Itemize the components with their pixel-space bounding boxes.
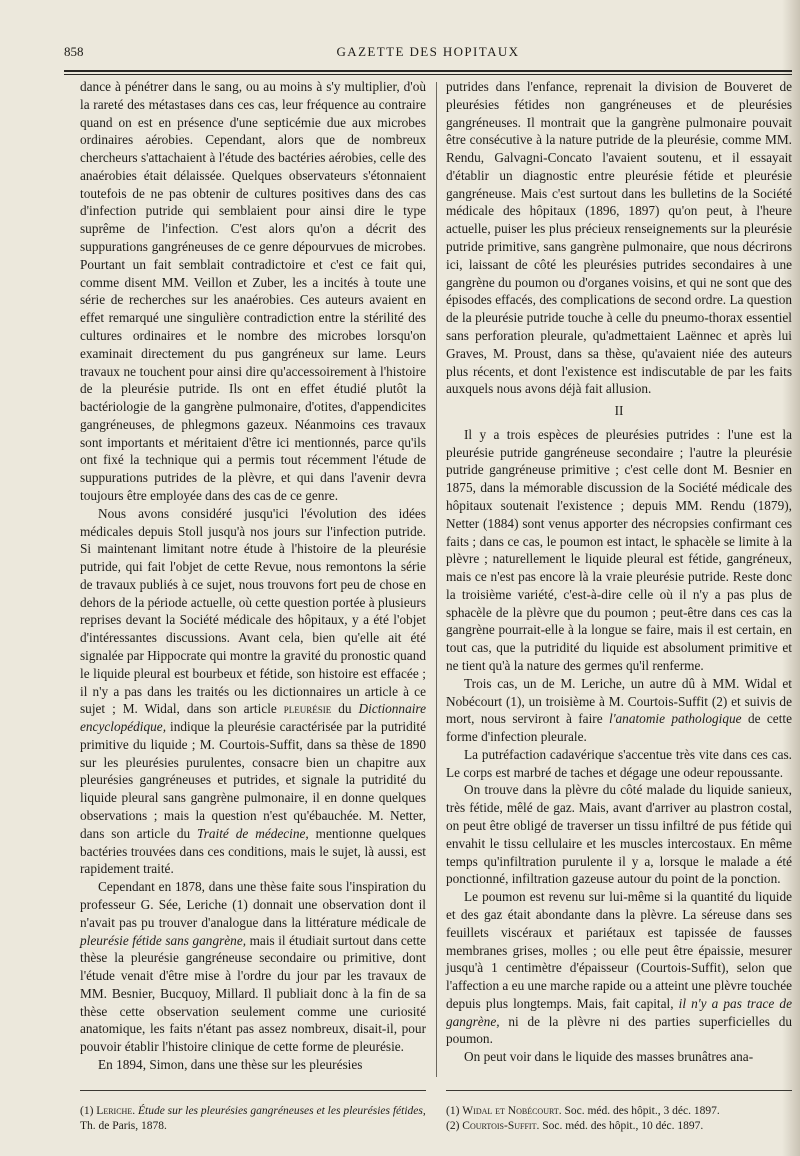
page-header xyxy=(64,40,792,68)
left-column xyxy=(80,78,426,1074)
footnotes-right xyxy=(446,1104,792,1134)
paragraph: Le poumon est revenu sur lui-même si la quantité du liquide et des gaz était abondante dans la plèvre. La séreuse dans ses feuillets viscéraux et pariétaux est tapissée de fausses membranes grises, molles ; ou elle peut être épaissie, mesurer jusqu'à 1 centimètre d'épaisseur (Courtois-Suffit), selon que l'affection a eu une marche rapide ou a atteint une plèvre touchée depuis plus longtemps. Mais, fait capital, il n'y a pas trace de gangrène, ni de la plèvre ni des parties superficielles du poumon. xyxy=(446,889,793,1047)
right-column xyxy=(446,78,792,1066)
header-rule-thick xyxy=(64,70,792,72)
header-rule-thin xyxy=(64,74,792,75)
column-divider xyxy=(436,82,437,1077)
paragraph: putrides dans l'enfance, reprenait la division de Bouveret de pleurésies fétides non gangréneuses et de pleurésies gangréneuses. Il montrait que la gangrène pulmonaire pouvait être consécutive à la nature putride de la pleurésie, comme MM. Rendu, Galvagni-Concato l'avaient soutenu, et il essayait d'établir un diagnostic entre pleurésie fétide et pleurésie gangréneuse. Mais c'est surtout dans les bulletins de la Société médicale des hôpitaux (1896, 1897) qu'on peut, à l'heure actuelle, puiser les plus précieux renseignements sur la pleurésie putride primitive, sans gangrène pulmonaire, que nous décrirons ici, laissant de côté les pleurésies putrides secondaires à une gangrène du poumon ou d'organes voisins, et qui ne sont que des épisodes effacés, des complications de second ordre. La question de la pleurésie putride touche à celle du pneumo-thorax essentiel sans perforation pleurale, qu'admettaient Laënnec et après lui Graves, M. Proust, dans sa thèse, qu'avaient niée des auteurs plus récents, et dont l'existence est indiscutable de par les faits auxquels nous avons déjà fait allusion. xyxy=(446,79,792,397)
paragraph: Il y a trois espèces de pleurésies putrides : l'une est la pleurésie putride gangréneuse secondaire ; l'autre la pleurésie putride gangréneuse primitive ; c'est celle dont M. Besnier en 1875, dans la mémorable discussion de la Société médicale des hôpitaux soutenait l'existence ; depuis MM. Rendu (1879), Netter (1884) sont venus apporter des nécropsies confirmant ces faits ; dans ce cas, le poumon est intact, le sphacèle se limite à la plèvre ; naturellement le liquide pleural est fétide, gangréneux, mais ce n'est pas encore là la vraie pleurésie putride. Reste donc la troisième variété, c'est-à-dire celle où il n'y a pas plus de sphacèle de la plèvre que du poumon ; peut-être dans ces cas la gangrène pourrait-elle à la longue se faire, mais il est certain, en tout cas, que la putridité du liquide est absolument primitive et ne tient qu'à la nature des germes qu'il renferme. xyxy=(446,426,792,673)
paragraph: Trois cas, un de M. Leriche, un autre dû à MM. Widal et Nobécourt (1), un troisième à M. Courtois-Suffit (2) et suivis de mort, nous serviront à faire l'anatomie pathologique de cette forme d'infection pleurale. xyxy=(446,675,792,745)
paragraph: Nous avons considéré jusqu'ici l'évolution des idées médicales depuis Stoll jusqu'à nos jours sur l'infection putride. Si maintenant limitant notre étude à l'histoire de la pleurésie putride, qui fait l'objet de cette Revue, nous remontons la série de travaux publiés à ce sujet, nous trouvons fort peu de chose en dehors de la période actuelle, où cette question portée à plusieurs reprises devant la Société médicale des hôpitaux, y a été l'objet d'intéressantes discussions. Avant cela, bien qu'elle ait été signalée par Hippocrate qui montre la gravité du pronostic quand le liquide pleural est bourbeux et fétide, son histoire est effacée ; il n'y a pas dans les traités ou les dictionnaires un article à ce sujet ; M. Widal, dans son article pleurésie du Dictionnaire encyclopédique, indique la pleurésie caractérisée par la putridité primitive du liquide ; M. Courtois-Suffit, dans sa thèse de 1890 sur les pleurésies purulentes, consacre bien un chapitre aux pleurésies gangréneuses et putrides, et signale la putridité du liquide pleural sans gangrène pulmonaire, il en donne quelques observations ; mais la question n'est qu'ébauchée. M. Netter, dans son article du Traité de médecine, mentionne quelques bactéries trouvées dans ces conditions, mais le sujet, là aussi, est rapidement traité. xyxy=(80,505,427,877)
running-title: GAZETTE DES HOPITAUX xyxy=(336,44,520,59)
footnote: (1) Widal et Nobécourt. Soc. méd. des hôpit., 3 déc. 1897. xyxy=(446,1105,720,1117)
paragraph: On peut voir dans le liquide des masses brunâtres ana- xyxy=(464,1049,754,1065)
page-number: 858 xyxy=(64,44,84,59)
footnotes-left xyxy=(80,1104,426,1134)
footnote: (2) Courtois-Suffit. Soc. méd. des hôpit., 10 déc. 1897. xyxy=(446,1120,704,1132)
paragraph: En 1894, Simon, dans une thèse sur les pleurésies xyxy=(98,1056,363,1072)
footnote: (1) Leriche. Étude sur les pleurésies gangréneuses et les pleurésies fétides, Th. de Paris, 1878. xyxy=(80,1105,426,1132)
section-number: II xyxy=(614,403,624,419)
footnote-rule xyxy=(80,1090,426,1091)
paragraph: Cependant en 1878, dans une thèse faite sous l'inspiration du professeur G. Sée, Leriche (1) donnait une observation dont il n'avait pas pu trouver d'analogue dans la littérature médicale de pleurésie fétide sans gangrène, mais il étudiait surtout dans cette thèse la pleurésie gangréneuse secondaire ou primitive, dont l'étude venait d'être mise à l'ordre du jour par les travaux de MM. Besnier, Bucquoy, Millard. Il publiait donc à la fin de sa thèse cette observation seulement comme une curiosité anatomique, les faits n'étant pas assez nombreux, disait-il, pour pouvoir établir l'histoire clinique de cette forme de pleurésie. xyxy=(80,879,426,1055)
paragraph: On trouve dans la plèvre du côté malade du liquide sanieux, très fétide, mêlé de gaz. Mais, avant d'arriver au plastron costal, on peut être obligé de traverser un tissu infiltré de pus fétide qui envahit le tissu cellulaire et les muscles intercostaux. En même temps qu'infiltration purulente il y a, lorsque le malade a été ponctionné, infiltration gazeuse autour du point de la ponction. xyxy=(446,782,792,887)
paragraph: La putréfaction cadavérique s'accentue très vite dans ces cas. Le corps est marbré de taches et dégage une odeur repoussante. xyxy=(446,746,792,780)
footnote-rule xyxy=(446,1090,792,1091)
paragraph: dance à pénétrer dans le sang, ou au moins à s'y multiplier, d'où la rareté des métastases dans ces cas, leur fréquence au contraire quand on est en présence d'une septicémie due aux microbes ordinaires aérobies. Cependant, alors que de nombreux chercheurs s'attachaient à l'étude des bactéries aérobies, celle des anaérobies était délaissée. Quelques observateurs s'étonnaient toutefois de ne pas obtenir de cultures positives dans des cas d'infection putride qui semblaient pour ainsi dire le type suprême de l'infection. C'est alors qu'on a décrit des suppurations gangréneuses de ce genre dépourvues de microbes. Pourtant un fait semblait contradictoire et c'est ce fait qui, comme disent MM. Veillon et Zuber, les a incités à toute une série de recherches sur les anaérobies. Ces auteurs avaient en effet remarqué une singulière contradiction entre la stérilité des cultures ordinaires et le nombre des microbes lorsqu'on examinait directement du pus gangréneux sur lame. Leurs travaux ne touchent pour ainsi dire qu'accessoirement à l'histoire de la pleurésie putride. Ils ont en effet étudié plutôt la bactériologie de la gangrène pulmonaire, d'otites, d'appendicites gangréneuses, de phlegmons gazeux. Néanmoins ces travaux sont importants et méritaient d'être ici mentionnés, parce qu'ils ont fixé la technique qui a permis tout récemment l'étude de suppurations putrides de la plèvre, et qui dans l'avenir devra toujours être employée dans des cas de ce genre. xyxy=(80,79,426,503)
